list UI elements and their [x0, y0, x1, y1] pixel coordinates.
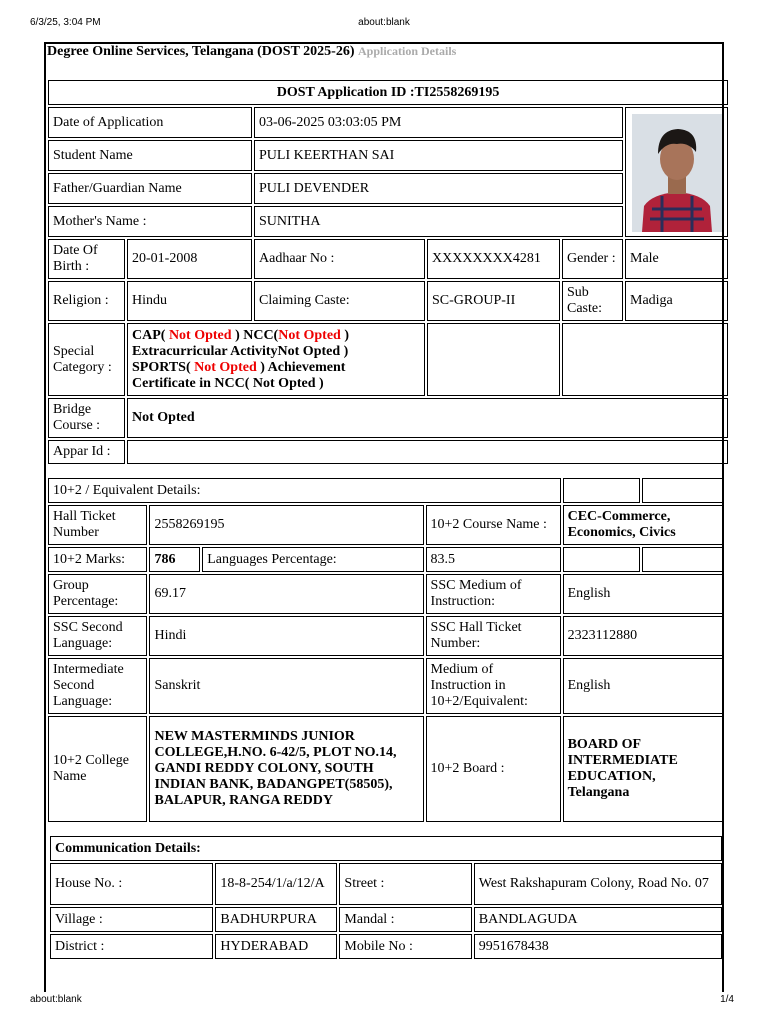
sports-status: Not Opted [194, 359, 257, 375]
subcaste-label: Sub Caste: [562, 281, 623, 321]
house-no-value: 18-8-254/1/a/12/A [215, 863, 337, 905]
ssc-second-language-label: SSC Second Language: [48, 616, 147, 656]
page-header [47, 44, 456, 60]
mandal-label: Mandal : [339, 907, 471, 932]
student-name-value: PULI KEERTHAN SAI [254, 140, 623, 171]
date-of-application-label: Date of Application [48, 107, 252, 138]
gender-label: Gender : [562, 239, 623, 279]
dob-label: Date Of Birth : [48, 239, 125, 279]
aadhaar-value: XXXXXXXX4281 [427, 239, 560, 279]
village-value: BADHURPURA [215, 907, 337, 932]
communication-details-table [48, 834, 724, 961]
ssc-hall-ticket-label: SSC Hall Ticket Number: [426, 616, 561, 656]
group-percentage-value: 69.17 [149, 574, 423, 614]
district-value: HYDERABAD [215, 934, 337, 959]
marks-empty-1 [563, 547, 640, 572]
mother-name-label: Mother's Name : [48, 206, 252, 237]
house-no-label: House No. : [50, 863, 213, 905]
board-label: 10+2 Board : [426, 716, 561, 822]
caste-label: Claiming Caste: [254, 281, 425, 321]
course-name-label: 10+2 Course Name : [426, 505, 561, 545]
print-footer-url: about:blank [30, 994, 82, 1005]
personal-details-table [46, 78, 730, 466]
appar-id-label: Appar Id : [48, 440, 125, 464]
father-name-label: Father/Guardian Name [48, 173, 252, 204]
marks-value: 786 [149, 547, 200, 572]
gender-value: Male [625, 239, 728, 279]
languages-percentage-value: 83.5 [426, 547, 561, 572]
student-photo [625, 107, 728, 237]
district-label: District : [50, 934, 213, 959]
board-value: BOARD OF INTERMEDIATE EDUCATION, Telangana [563, 716, 724, 822]
caste-value: SC-GROUP-II [427, 281, 560, 321]
achievement-label: ) Achievement [260, 359, 346, 375]
dob-value: 20-01-2008 [127, 239, 252, 279]
religion-label: Religion : [48, 281, 125, 321]
marks-label: 10+2 Marks: [48, 547, 147, 572]
languages-percentage-label: Languages Percentage: [202, 547, 423, 572]
aadhaar-label: Aadhaar No : [254, 239, 425, 279]
intermediate-section-empty-1 [563, 478, 640, 503]
intermediate-second-language-label: Intermediate Second Language: [48, 658, 147, 714]
bridge-course-value: Not Opted [127, 398, 728, 438]
street-value: West Rakshapuram Colony, Road No. 07 [474, 863, 722, 905]
ssc-hall-ticket-value: 2323112880 [563, 616, 724, 656]
college-name-label: 10+2 College Name [48, 716, 147, 822]
mobile-value: 9951678438 [474, 934, 722, 959]
intermediate-medium-label: Medium of Instruction in 10+2/Equivalent: [426, 658, 561, 714]
student-name-label: Student Name [48, 140, 252, 171]
religion-value: Hindu [127, 281, 252, 321]
page-title: Degree Online Services, Telangana (DOST 2025-26) [47, 44, 355, 59]
special-category-empty-1 [427, 323, 560, 396]
print-page-number: 1/4 [720, 994, 734, 1005]
student-photo-image [632, 114, 722, 232]
communication-section-title: Communication Details: [50, 836, 722, 861]
cap-label: CAP( [132, 327, 166, 343]
print-datetime: 6/3/25, 3:04 PM [30, 17, 101, 28]
intermediate-medium-value: English [563, 658, 724, 714]
mandal-value: BANDLAGUDA [474, 907, 722, 932]
ssc-medium-label: SSC Medium of Instruction: [426, 574, 561, 614]
mobile-label: Mobile No : [339, 934, 471, 959]
intermediate-section-title: 10+2 / Equivalent Details: [48, 478, 561, 503]
intermediate-section-empty-2 [642, 478, 724, 503]
special-category-value [127, 323, 425, 396]
ssc-medium-value: English [563, 574, 724, 614]
subcaste-value: Madiga [625, 281, 728, 321]
special-category-label: Special Category : [48, 323, 125, 396]
intermediate-second-language-value: Sanskrit [149, 658, 423, 714]
ncc-certificate-status: Certificate in NCC( Not Opted ) [132, 375, 324, 391]
intermediate-details-table [46, 476, 726, 824]
marks-empty-2 [642, 547, 724, 572]
appar-id-value [127, 440, 728, 464]
course-name-value: CEC-Commerce, Economics, Civics [563, 505, 724, 545]
mother-name-value: SUNITHA [254, 206, 623, 237]
ncc-close: ) [344, 327, 350, 343]
college-name-value: NEW MASTERMINDS JUNIOR COLLEGE,H.NO. 6-42/5, PLOT NO.14, GANDI REDDY COLONY, SOUTH INDIAN BANK, BADANGPET(58505), BALAPUR, RANGA REDDY [149, 716, 423, 822]
page-subtitle: Application Details [357, 44, 457, 58]
date-of-application-value: 03-06-2025 03:03:05 PM [254, 107, 623, 138]
street-label: Street : [339, 863, 471, 905]
hall-ticket-label: Hall Ticket Number [48, 505, 147, 545]
ssc-second-language-value: Hindi [149, 616, 423, 656]
group-percentage-label: Group Percentage: [48, 574, 147, 614]
hall-ticket-value: 2558269195 [149, 505, 423, 545]
extracurricular-status: Extracurricular ActivityNot Opted ) [132, 343, 349, 359]
ncc-label: ) NCC( [235, 327, 279, 343]
application-id: DOST Application ID :TI2558269195 [48, 80, 728, 105]
village-label: Village : [50, 907, 213, 932]
bridge-course-label: Bridge Course : [48, 398, 125, 438]
sports-label: SPORTS( [132, 359, 191, 375]
special-category-empty-2 [562, 323, 728, 396]
print-url: about:blank [358, 17, 410, 28]
cap-status: Not Opted [168, 327, 232, 343]
father-name-value: PULI DEVENDER [254, 173, 623, 204]
ncc-status: Not Opted [278, 327, 341, 343]
